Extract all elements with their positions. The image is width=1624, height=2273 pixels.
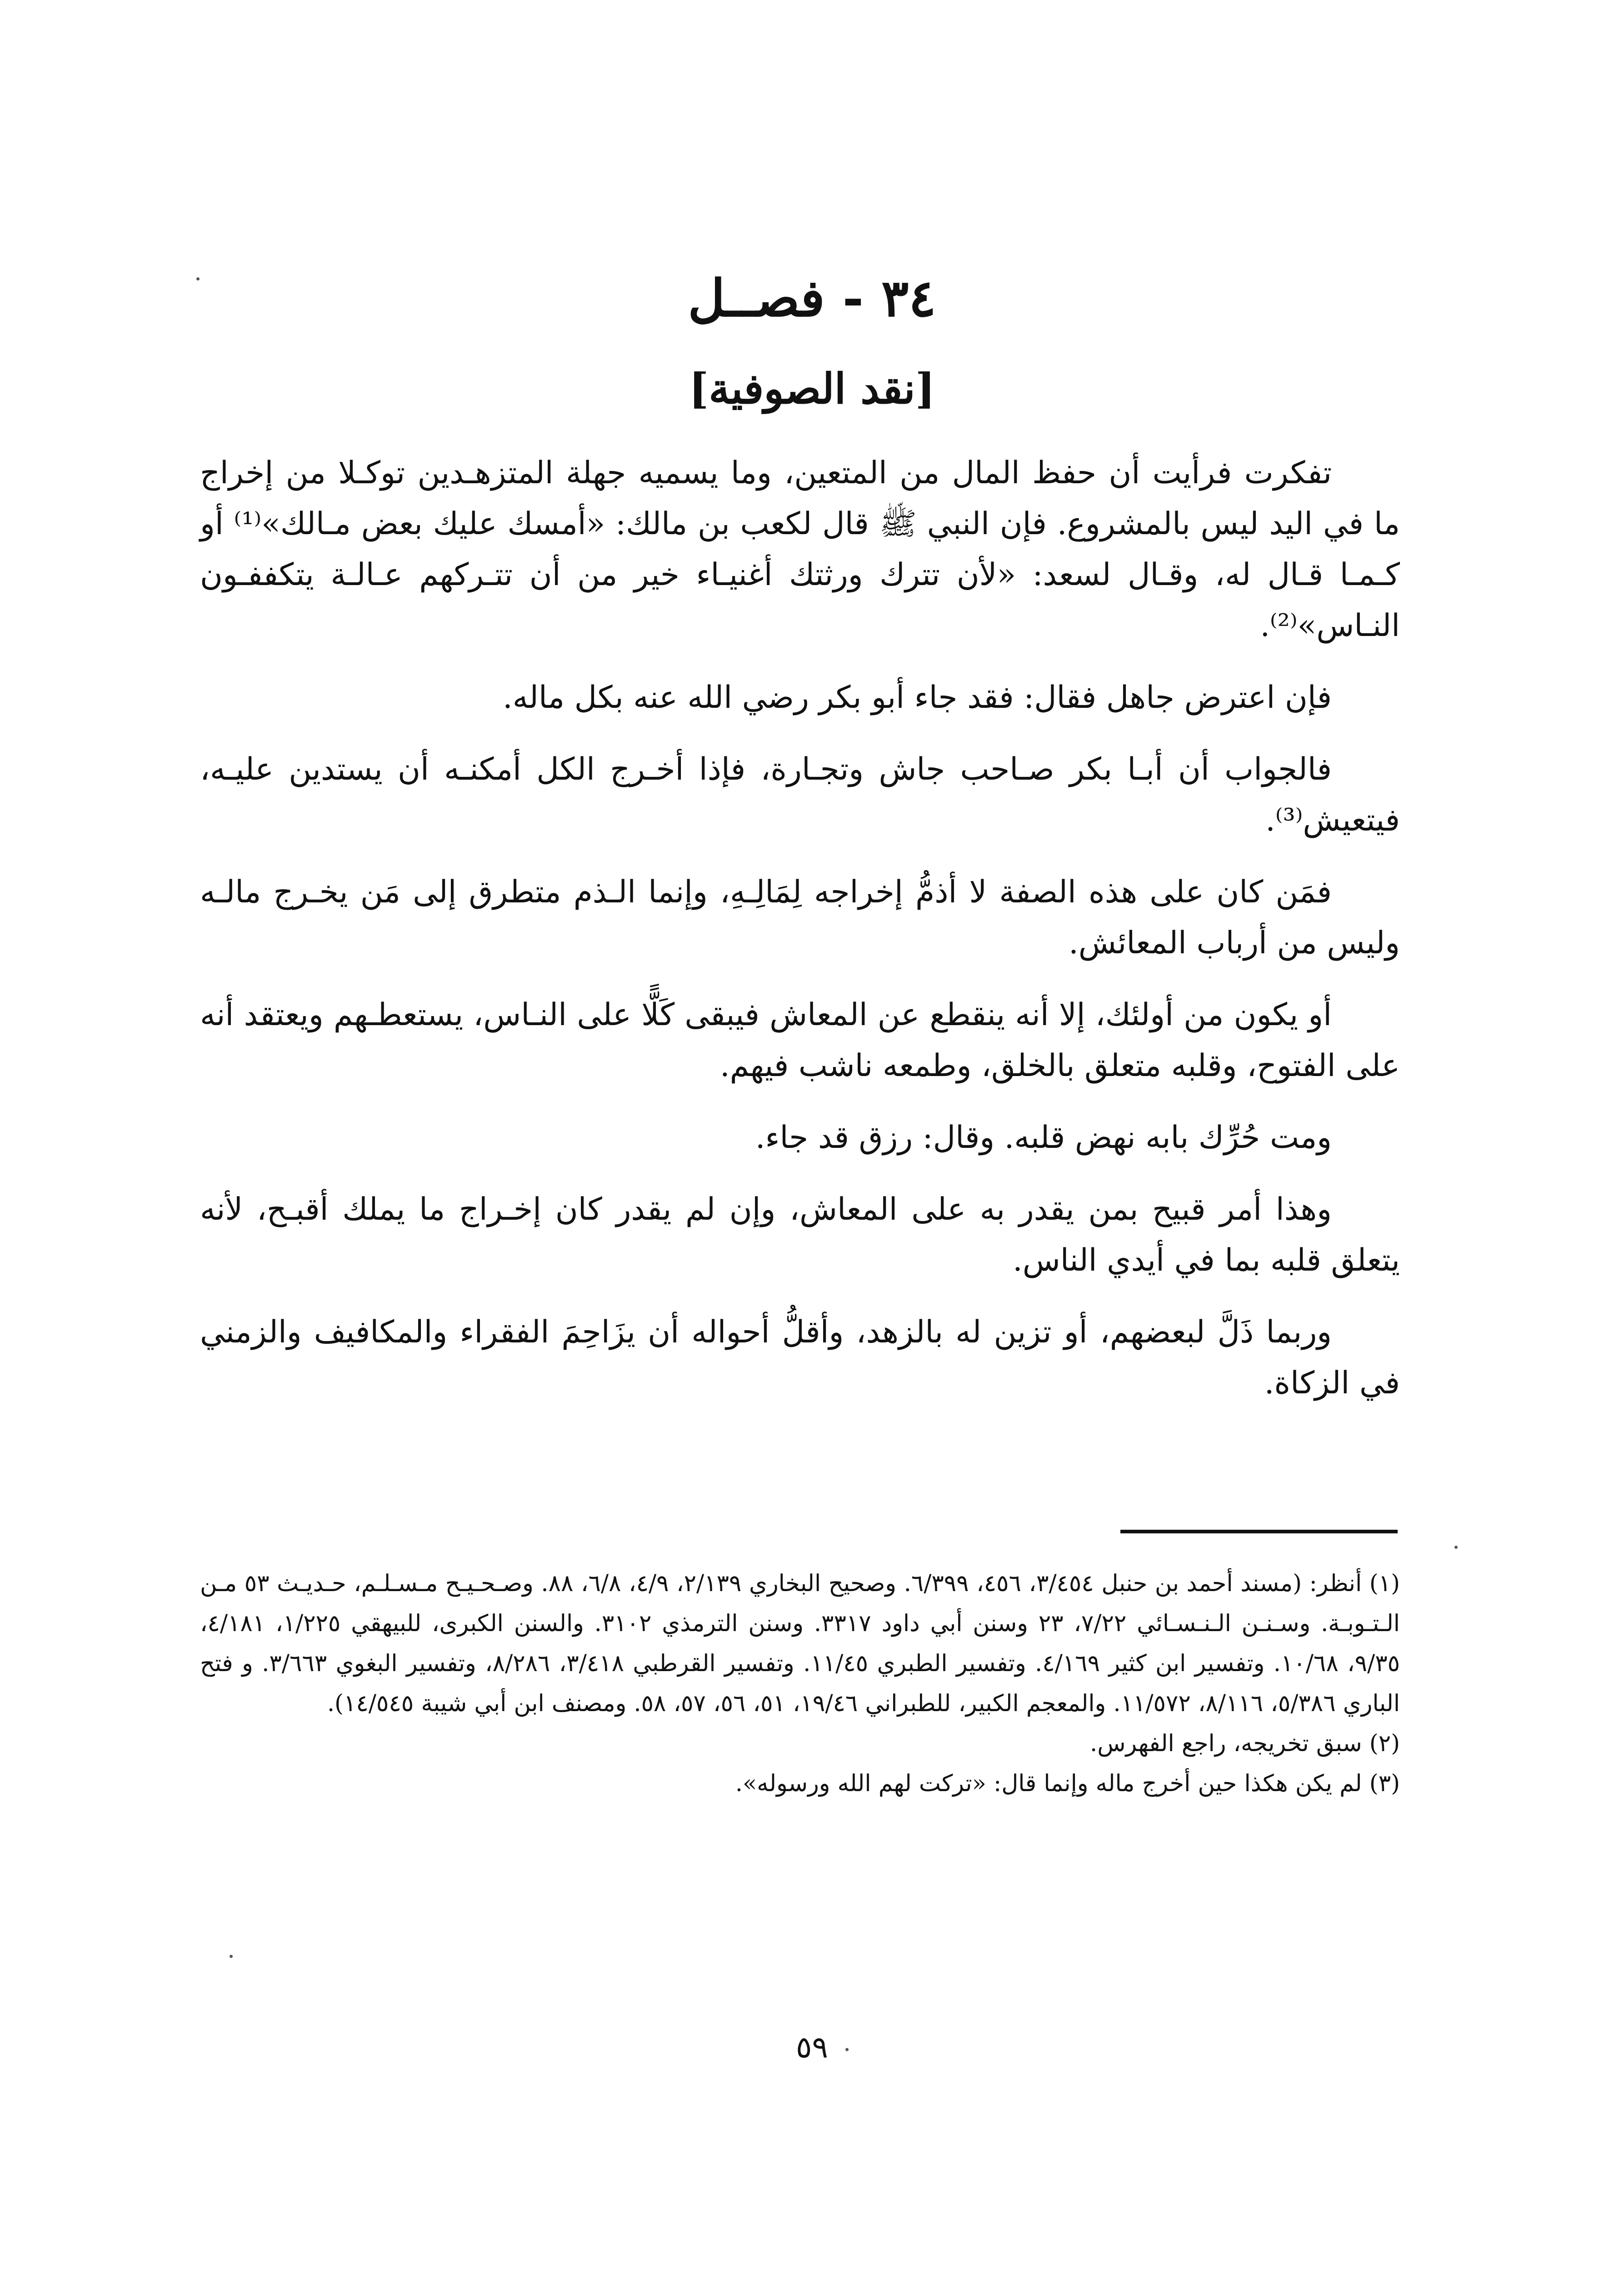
footnote: (٣) لم يكن هكذا حين أخرج ماله وإنما قال: «تركت لهم الله ورسوله». (735, 1770, 1400, 1797)
footnote-divider (1120, 1530, 1398, 1533)
body-text (200, 448, 1400, 1430)
page-number: ٥٩ (796, 2030, 828, 2065)
footnotes (200, 1564, 1400, 1804)
paragraph: وهذا أمر قبيح بمن يقدر به على المعاش، وإن لم يقدر كان إخـراج ما يملك أقبـح، لأنه يتعلق قلبه بما في أيدي الناس. (200, 1192, 1400, 1278)
scan-speck (1454, 1546, 1458, 1549)
paragraph: أو يكون من أولئك، إلا أنه ينقطع عن المعاش فيبقى كَلًّا على النـاس، يستعطـهم ويعتقد أنه على الفتوح، وقلبه متعلق بالخلق، وطمعه ناشب فيهم. (200, 997, 1400, 1084)
paragraph: فالجواب أن أبـا بكر صـاحب جاش وتجـارة، فإذا أخـرج الكل أمكنـه أن يستدين عليـه، فيتعيش⁽³⁾. (200, 751, 1400, 838)
footnote: (١) أنظر: (مسند أحمد بن حنبل ٣/٤٥٤، ٤٥٦، ٦/٣٩٩. وصحيح البخاري ٢/١٣٩، ٤/٩، ٦/٨، ٨٨. وصـحـيـح مـسـلـم، حـديـث ٥٣ مـن الـتـوبـة. وسـنـن الـنـسـائي ٧/٢٢، ٢٣ وسنن أبي داود ٣٣١٧. وسنن الترمذي ٣١٠٢. والسنن الكبرى، للبيهقي ١/٢٢٥، ٤/١٨١، ٩/٣٥، ١٠/٦٨. وتفسير ابن كثير ٤/١٦٩. وتفسير الطبري ١١/٤٥. وتفسير القرطبي ٣/٤١٨، ٨/٢٨٦، وتفسير البغوي ٣/٦٦٣. و فتح الباري ٥/٣٨٦، ٨/١١٦، ١١/٥٧٢. والمعجم الكبير، للطبراني ١٩/٤٦، ٥١، ٥٦، ٥٧، ٥٨. ومصنف ابن أبي شيبة ١٤/٥٤٥). (200, 1570, 1400, 1717)
paragraph: تفكرت فرأيت أن حفظ المال من المتعين، وما يسميه جهلة المتزهـدين توكـلا من إخراج ما في اليد ليس بالمشروع. فإن النبي ﷺ قال لكعب بن مالك: «أمسك عليك بعض مـالك»⁽¹⁾ أو كـمـا قـال له، وقـال لسعد: «لأن تترك ورثتك أغنيـاء خير من أن تتـركهم عـالـة يتكففـون النـاس»⁽²⁾. (200, 455, 1400, 644)
footnote: (٢) سبق تخريجه، راجع الفهرس. (1090, 1730, 1400, 1757)
paragraph: وربما ذَلَّ لبعضهم، أو تزين له بالزهد، وأقلُّ أحواله أن يزَاحِمَ الفقراء والمكافيف والزمني في الزكاة. (200, 1314, 1400, 1401)
paragraph: فمَن كان على هذه الصفة لا أذمُّ إخراجه لِمَالِـهِ، وإنما الـذم متطرق إلى مَن يخـرج مالـه وليس من أرباب المعائش. (200, 874, 1400, 961)
chapter-subtitle: [نقد الصوفية] (689, 364, 935, 413)
scan-speck (196, 277, 200, 280)
chapter-title: ٣٤ - فصــل (688, 269, 936, 328)
paragraph: فإن اعترض جاهل فقال: فقد جاء أبو بكر رضي الله عنه بكل ماله. (503, 680, 1332, 716)
scan-speck (845, 2048, 849, 2051)
paragraph: ومت حُرِّك بابه نهض قلبه. وقال: رزق قد جاء. (755, 1120, 1332, 1156)
scan-speck (230, 1955, 233, 1958)
